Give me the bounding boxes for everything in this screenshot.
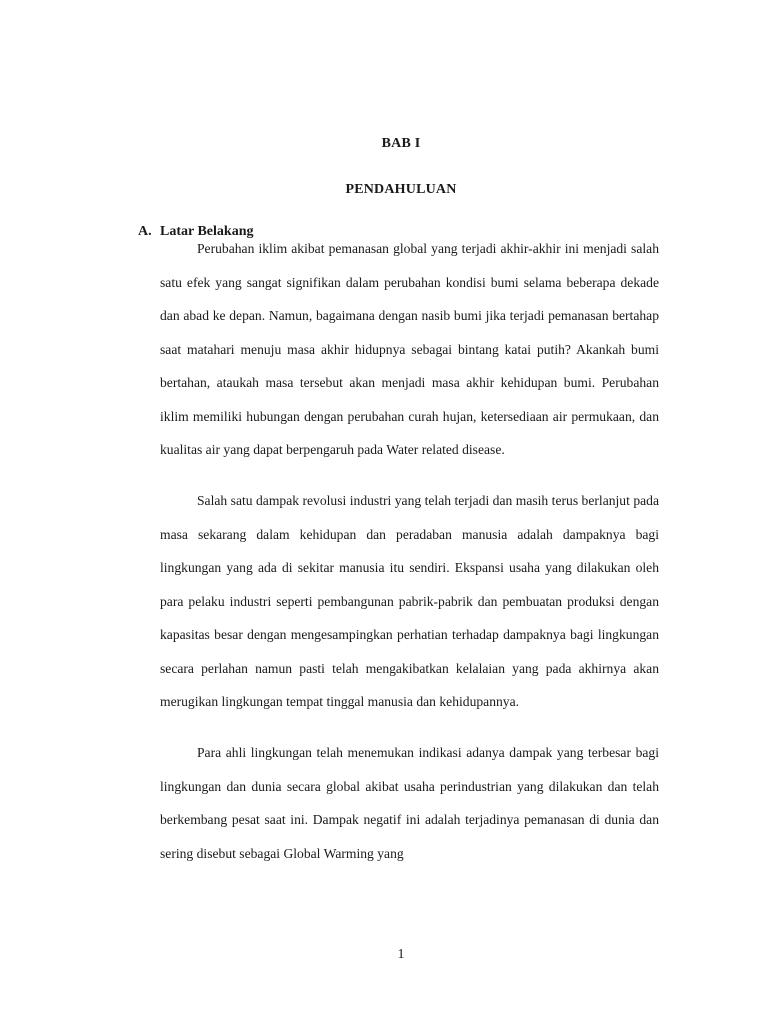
body-paragraph-1: Perubahan iklim akibat pemanasan global yang terjadi akhir-akhir ini menjadi salah satu efek yang sangat signifikan dalam perubahan kondisi bumi selama beberapa dekade dan abad ke depan. Namun, bagaimana dengan nasib bumi jika terjadi pemanasan bertahap saat matahari menuju masa akhir hidupnya sebagai bintang katai putih? Akankah bumi bertahan, ataukah masa tersebut akan menjadi masa akhir kehidupan bumi. Perubahan iklim memiliki hubungan dengan perubahan curah hujan, ketersediaan air permukaan, dan kualitas air yang dapat berpengaruh pada Water related disease. [160,241,659,457]
body-paragraph-3: Para ahli lingkungan telah menemukan indikasi adanya dampak yang terbesar bagi lingkungan dan dunia secara global akibat usaha perindustrian yang dilakukan dan telah berkembang pesat saat ini. Dampak negatif ini adalah terjadinya pemanasan di dunia dan sering disebut sebagai Global Warming yang [160,745,659,861]
page-number: 1 [397,947,405,962]
body-paragraph-2: Salah satu dampak revolusi industri yang telah terjadi dan masih terus berlanjut pada masa sekarang dalam kehidupan dan peradaban manusia adalah dampaknya bagi lingkungan yang ada di sekitar manusia itu sendiri. Ekspansi usaha yang dilakukan oleh para pelaku industri seperti pembangunan pabrik-pabrik dan pembuatan produksi dengan kapasitas besar dengan mengesampingkan perhatian terhadap dampaknya bagi lingkungan secara perlahan namun pasti telah mengakibatkan kelalaian yang pada akhirnya akan merugikan lingkungan tempat tinggal manusia dan kehidupannya. [160,493,659,709]
chapter-number: BAB I [381,136,421,151]
section-title: Latar Belakang [160,224,254,239]
chapter-title: PENDAHULUAN [345,182,457,197]
section-marker: A. [138,224,152,239]
